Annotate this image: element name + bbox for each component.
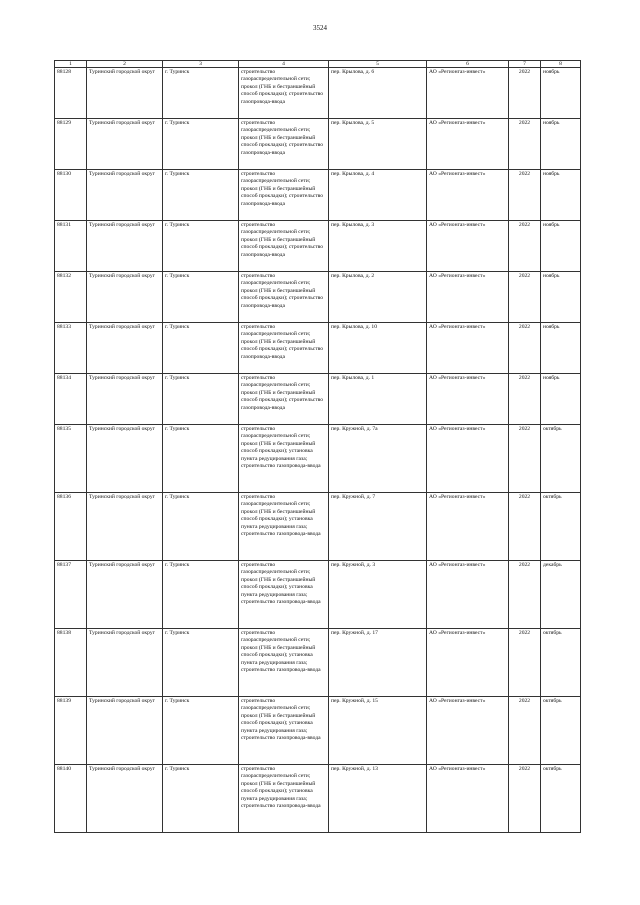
year-cell: 2022 (509, 374, 541, 425)
locality-cell: г. Туринск (163, 765, 239, 833)
address-cell: пер. Крылова, д. 6 (329, 68, 427, 119)
executor-cell: АО «Регионгаз-инвест» (427, 374, 509, 425)
year-cell: 2022 (509, 493, 541, 561)
month-cell: ноябрь (541, 68, 581, 119)
column-header: 4 (239, 61, 329, 68)
month-cell: октябрь (541, 425, 581, 493)
executor-cell: АО «Регионгаз-инвест» (427, 697, 509, 765)
district-cell: Туринский городской округ (87, 697, 163, 765)
executor-cell: АО «Регионгаз-инвест» (427, 272, 509, 323)
locality-cell: г. Туринск (163, 170, 239, 221)
address-cell: пер. Крылова, д. 10 (329, 323, 427, 374)
locality-cell: г. Туринск (163, 221, 239, 272)
work-type-cell: строительство газораспределительной сети; прокол (ГНБ и бестраншейный способ прокладки); установка пункта редуцирования газа; строительство газопровода-ввода (239, 561, 329, 629)
row-number-cell: 88139 (55, 697, 87, 765)
table-row (55, 374, 581, 425)
year-cell: 2022 (509, 221, 541, 272)
table-row (55, 170, 581, 221)
address-cell: пер. Кружной, д. 3 (329, 561, 427, 629)
row-number-cell: 88133 (55, 323, 87, 374)
executor-cell: АО «Регионгаз-инвест» (427, 425, 509, 493)
locality-cell: г. Туринск (163, 697, 239, 765)
work-type-cell: строительство газораспределительной сети; прокол (ГНБ и бестраншейный способ прокладки); установка пункта редуцирования газа; строительство газопровода-ввода (239, 425, 329, 493)
address-cell: пер. Крылова, д. 3 (329, 221, 427, 272)
address-cell: пер. Кружной, д. 17 (329, 629, 427, 697)
address-cell: пер. Крылова, д. 2 (329, 272, 427, 323)
table-row (55, 68, 581, 119)
district-cell: Туринский городской округ (87, 765, 163, 833)
month-cell: ноябрь (541, 272, 581, 323)
executor-cell: АО «Регионгаз-инвест» (427, 629, 509, 697)
address-cell: пер. Крылова, д. 1 (329, 374, 427, 425)
table-row (55, 272, 581, 323)
address-cell: пер. Кружной, д. 7 (329, 493, 427, 561)
locality-cell: г. Туринск (163, 493, 239, 561)
column-header: 8 (541, 61, 581, 68)
address-cell: пер. Кружной, д. 7а (329, 425, 427, 493)
work-type-cell: строительство газораспределительной сети; прокол (ГНБ и бестраншейный способ прокладки); установка пункта редуцирования газа; строительство газопровода-ввода (239, 629, 329, 697)
gasification-table (54, 60, 581, 833)
table-row (55, 765, 581, 833)
address-cell: пер. Кружной, д. 13 (329, 765, 427, 833)
executor-cell: АО «Регионгаз-инвест» (427, 323, 509, 374)
executor-cell: АО «Регионгаз-инвест» (427, 765, 509, 833)
district-cell: Туринский городской округ (87, 221, 163, 272)
row-number-cell: 88132 (55, 272, 87, 323)
district-cell: Туринский городской округ (87, 323, 163, 374)
work-type-cell: строительство газораспределительной сети; прокол (ГНБ и бестраншейный способ прокладки); установка пункта редуцирования газа; строительство газопровода-ввода (239, 697, 329, 765)
month-cell: ноябрь (541, 119, 581, 170)
page-number: 3524 (313, 24, 327, 32)
locality-cell: г. Туринск (163, 272, 239, 323)
month-cell: ноябрь (541, 374, 581, 425)
year-cell: 2022 (509, 697, 541, 765)
address-cell: пер. Крылова, д. 5 (329, 119, 427, 170)
year-cell: 2022 (509, 170, 541, 221)
year-cell: 2022 (509, 119, 541, 170)
column-header: 6 (427, 61, 509, 68)
column-header: 2 (87, 61, 163, 68)
work-type-cell: строительство газораспределительной сети; прокол (ГНБ и бестраншейный способ прокладки); строительство газопровода-ввода (239, 170, 329, 221)
row-number-cell: 88140 (55, 765, 87, 833)
month-cell: октябрь (541, 493, 581, 561)
month-cell: ноябрь (541, 221, 581, 272)
month-cell: октябрь (541, 629, 581, 697)
column-header: 5 (329, 61, 427, 68)
executor-cell: АО «Регионгаз-инвест» (427, 561, 509, 629)
year-cell: 2022 (509, 561, 541, 629)
month-cell: октябрь (541, 765, 581, 833)
month-cell: октябрь (541, 697, 581, 765)
locality-cell: г. Туринск (163, 425, 239, 493)
column-header: 3 (163, 61, 239, 68)
year-cell: 2022 (509, 765, 541, 833)
work-type-cell: строительство газораспределительной сети; прокол (ГНБ и бестраншейный способ прокладки); строительство газопровода-ввода (239, 374, 329, 425)
work-type-cell: строительство газораспределительной сети; прокол (ГНБ и бестраншейный способ прокладки); строительство газопровода-ввода (239, 119, 329, 170)
district-cell: Туринский городской округ (87, 374, 163, 425)
locality-cell: г. Туринск (163, 119, 239, 170)
column-numbers-row (55, 61, 581, 68)
district-cell: Туринский городской округ (87, 425, 163, 493)
executor-cell: АО «Регионгаз-инвест» (427, 493, 509, 561)
work-type-cell: строительство газораспределительной сети; прокол (ГНБ и бестраншейный способ прокладки); строительство газопровода-ввода (239, 323, 329, 374)
month-cell: ноябрь (541, 170, 581, 221)
table-row (55, 697, 581, 765)
table-row (55, 323, 581, 374)
month-cell: декабрь (541, 561, 581, 629)
locality-cell: г. Туринск (163, 629, 239, 697)
column-header: 1 (55, 61, 87, 68)
month-cell: ноябрь (541, 323, 581, 374)
table-row (55, 119, 581, 170)
work-type-cell: строительство газораспределительной сети; прокол (ГНБ и бестраншейный способ прокладки); строительство газопровода-ввода (239, 68, 329, 119)
row-number-cell: 88137 (55, 561, 87, 629)
district-cell: Туринский городской округ (87, 493, 163, 561)
locality-cell: г. Туринск (163, 561, 239, 629)
locality-cell: г. Туринск (163, 323, 239, 374)
locality-cell: г. Туринск (163, 374, 239, 425)
row-number-cell: 88131 (55, 221, 87, 272)
row-number-cell: 88129 (55, 119, 87, 170)
work-type-cell: строительство газораспределительной сети; прокол (ГНБ и бестраншейный способ прокладки); установка пункта редуцирования газа; строительство газопровода-ввода (239, 765, 329, 833)
table-row (55, 221, 581, 272)
locality-cell: г. Туринск (163, 68, 239, 119)
row-number-cell: 88134 (55, 374, 87, 425)
district-cell: Туринский городской округ (87, 68, 163, 119)
work-type-cell: строительство газораспределительной сети; прокол (ГНБ и бестраншейный способ прокладки); строительство газопровода-ввода (239, 272, 329, 323)
district-cell: Туринский городской округ (87, 170, 163, 221)
work-type-cell: строительство газораспределительной сети; прокол (ГНБ и бестраншейный способ прокладки); установка пункта редуцирования газа; строительство газопровода-ввода (239, 493, 329, 561)
table-row (55, 561, 581, 629)
district-cell: Туринский городской округ (87, 272, 163, 323)
year-cell: 2022 (509, 629, 541, 697)
address-cell: пер. Кружной, д. 15 (329, 697, 427, 765)
district-cell: Туринский городской округ (87, 629, 163, 697)
district-cell: Туринский городской округ (87, 561, 163, 629)
executor-cell: АО «Регионгаз-инвест» (427, 221, 509, 272)
table-row (55, 629, 581, 697)
address-cell: пер. Крылова, д. 4 (329, 170, 427, 221)
year-cell: 2022 (509, 68, 541, 119)
executor-cell: АО «Регионгаз-инвест» (427, 119, 509, 170)
row-number-cell: 88135 (55, 425, 87, 493)
row-number-cell: 88138 (55, 629, 87, 697)
work-type-cell: строительство газораспределительной сети; прокол (ГНБ и бестраншейный способ прокладки); строительство газопровода-ввода (239, 221, 329, 272)
table-row (55, 493, 581, 561)
year-cell: 2022 (509, 425, 541, 493)
executor-cell: АО «Регионгаз-инвест» (427, 68, 509, 119)
year-cell: 2022 (509, 323, 541, 374)
district-cell: Туринский городской округ (87, 119, 163, 170)
executor-cell: АО «Регионгаз-инвест» (427, 170, 509, 221)
row-number-cell: 88130 (55, 170, 87, 221)
row-number-cell: 88128 (55, 68, 87, 119)
year-cell: 2022 (509, 272, 541, 323)
table-row (55, 425, 581, 493)
row-number-cell: 88136 (55, 493, 87, 561)
column-header: 7 (509, 61, 541, 68)
